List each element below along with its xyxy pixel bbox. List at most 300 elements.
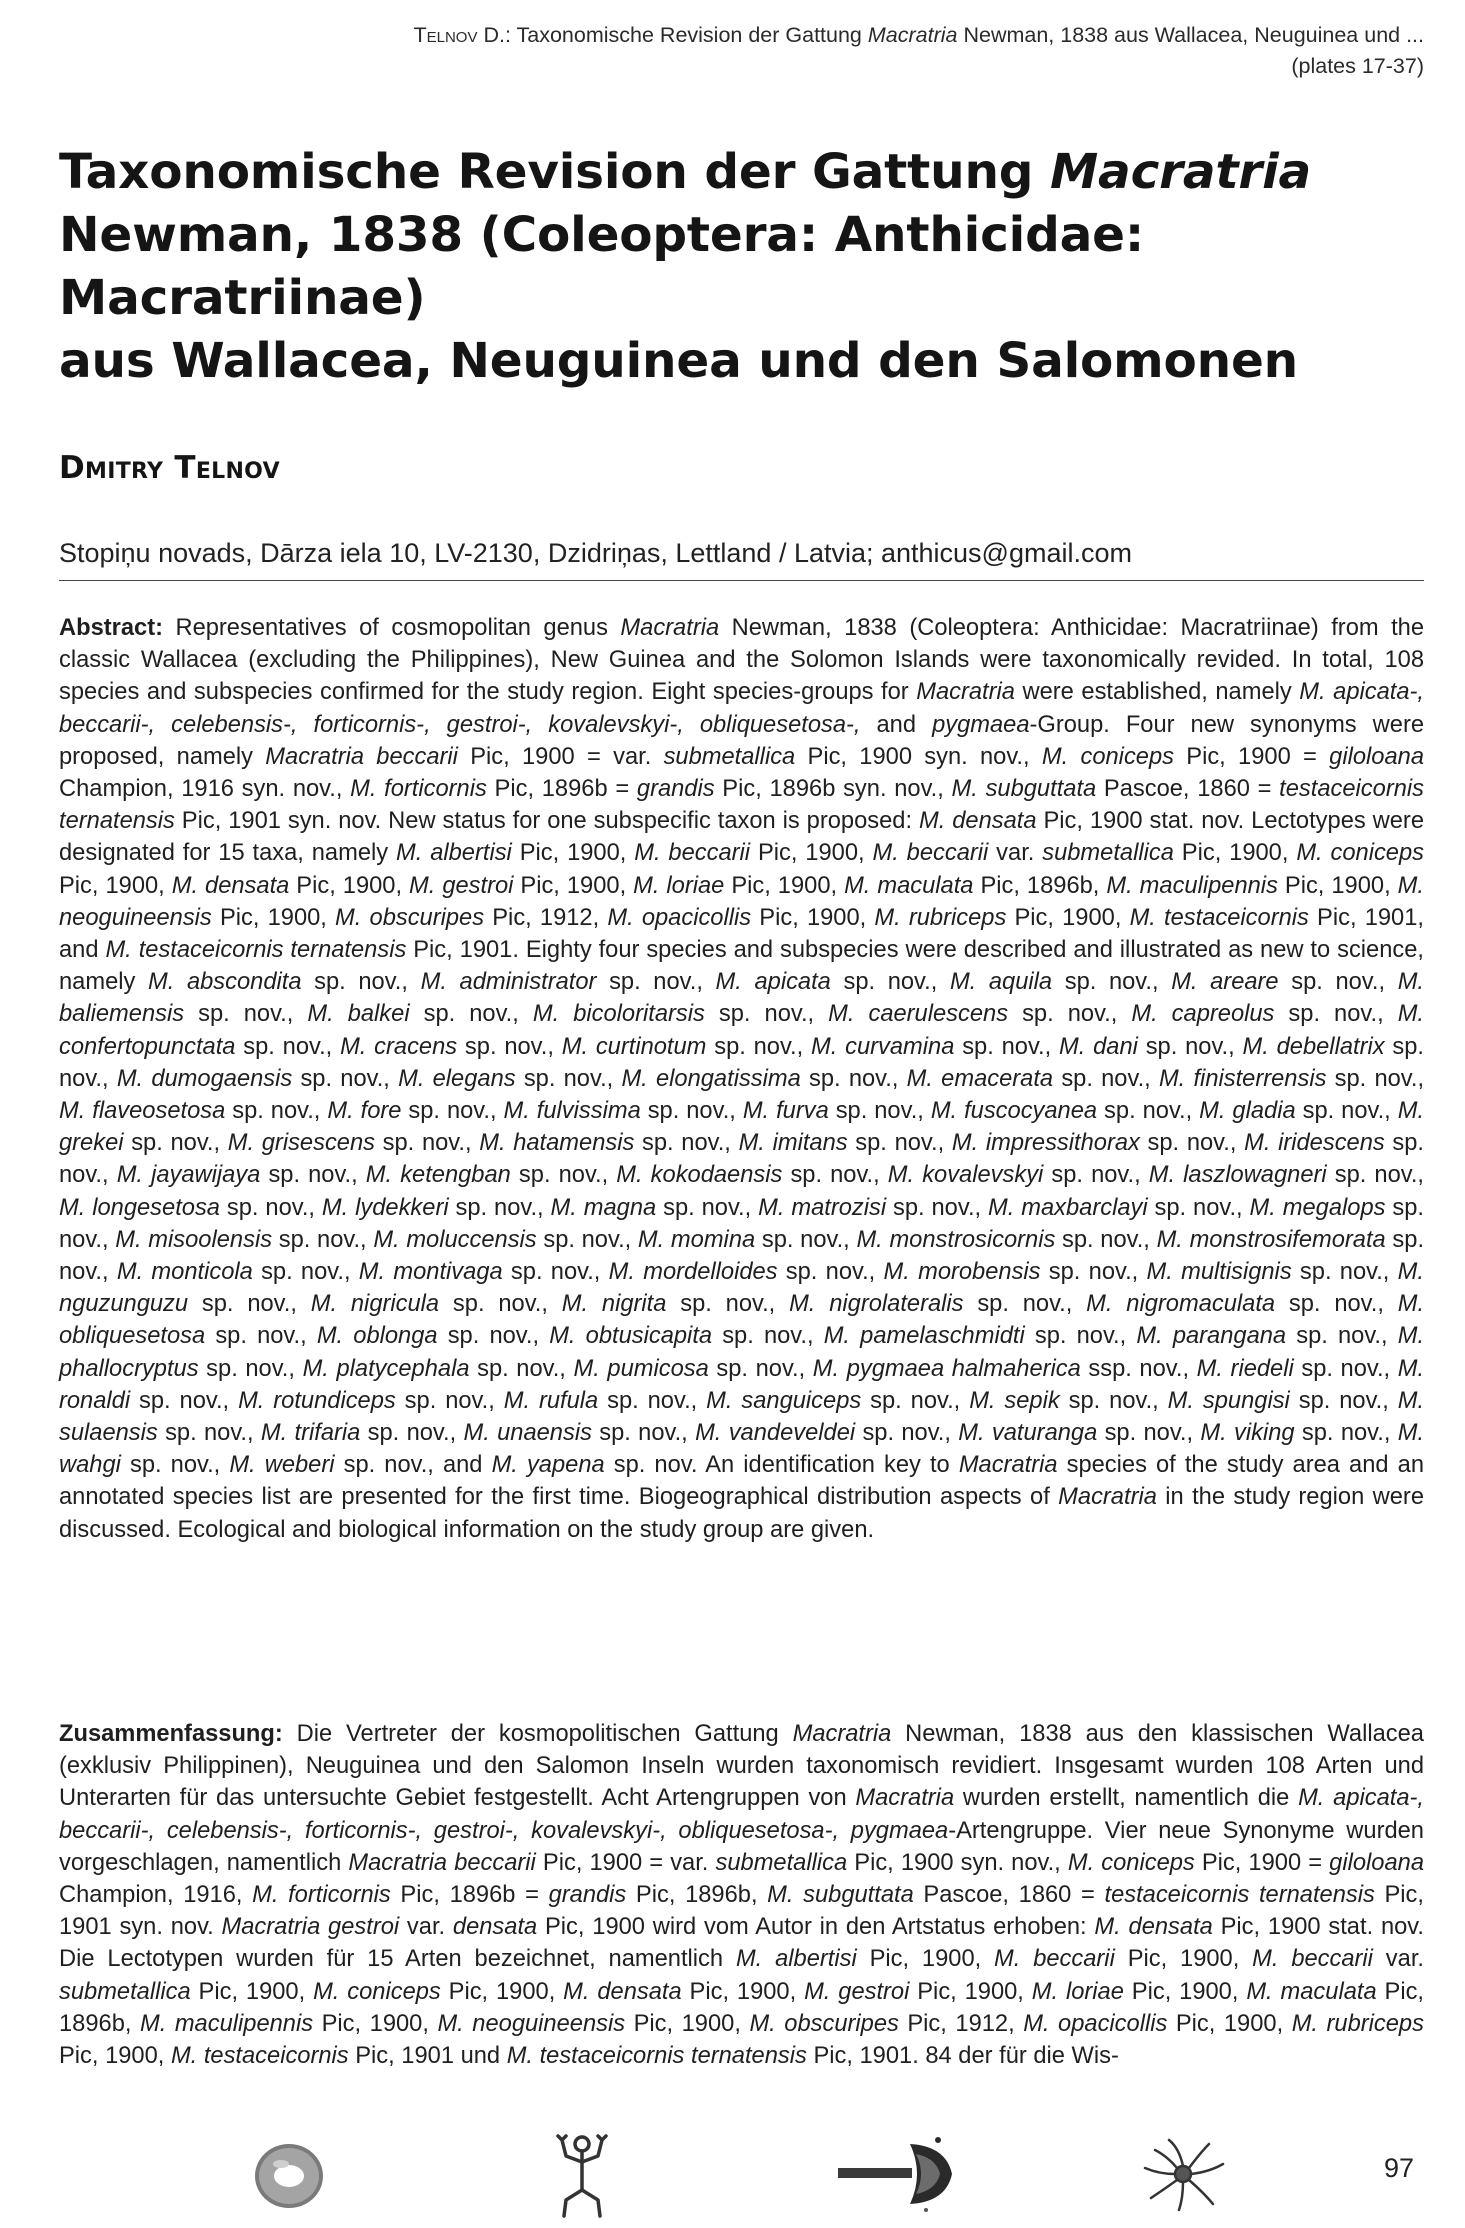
taxon-name: M. grekei (59, 1098, 1425, 1157)
taxon-name: testaceicornis ternatensis (1104, 1882, 1375, 1909)
taxon-name: M. obtusicapita (549, 1323, 713, 1350)
text-run: sp. nov., (1274, 1001, 1398, 1028)
text-run: sp. nov., (219, 1194, 322, 1221)
taxon-name: M. coniceps (1296, 840, 1424, 867)
taxon-name: M. elegans (398, 1065, 516, 1092)
taxon-name: M. kokodaensis (616, 1162, 783, 1189)
taxon-name: submetallica (663, 743, 796, 770)
feather-ornament-icon (1139, 2134, 1229, 2214)
taxon-name: M. monticola (116, 1259, 253, 1286)
text-run: Pic, 1900, (513, 872, 634, 899)
taxon-name: M. rubriceps (1291, 2010, 1424, 2037)
title-part-1: Taxonomische Revision der Gattung (59, 144, 1050, 200)
taxon-name: M. testaceicornis (1129, 904, 1309, 931)
text-run: sp. nov., (225, 1098, 328, 1125)
text-run: wurden erstellt, namentlich die (954, 1785, 1299, 1812)
taxon-name: M. momina (637, 1226, 756, 1253)
taxon-name: M. apicata-, beccarii-, celebensis-, forticornis-, gestroi-, kovalevskyi-, obliquesetosa-, pygmaea (59, 1785, 1424, 1844)
text-run: sp. nov., (1139, 1130, 1245, 1157)
text-run: sp. nov., (439, 1291, 562, 1318)
text-run: Pic, 1900, (1277, 872, 1398, 899)
text-run: sp. nov., (360, 1420, 464, 1447)
text-run: Pic, 1901. 84 der für die Wis- (806, 2043, 1119, 2070)
taxon-name: M. curtinotum (561, 1033, 707, 1060)
taxon-name: M. emacerata (906, 1065, 1054, 1092)
running-head-rest: Newman, 1838 aus Wallacea, Neuguinea und ... (957, 23, 1424, 47)
text-run: Representatives of cosmopolitan genus (162, 615, 621, 641)
taxon-name: M. monstrosifemorata (1156, 1226, 1386, 1253)
taxon-name: M. jayawijaya (116, 1162, 261, 1189)
taxon-name: grandis (548, 1882, 627, 1909)
taxon-name: M. debellatrix (1242, 1033, 1385, 1060)
taxon-name: M. loriae (633, 872, 725, 899)
abstract-label: Abstract: (59, 615, 163, 641)
text-run: Pic, 1900, (1006, 904, 1130, 931)
taxon-name: M. densata (918, 808, 1037, 835)
text-run: Pic, 1900, (751, 904, 875, 931)
running-head-author-rest: D.: Taxonomische Revision der Gattung (477, 23, 868, 47)
taxon-name: M. subguttata (767, 1882, 914, 1909)
text-run: Pic, 1912, (898, 2010, 1024, 2037)
taxon-name: M. flaveosetosa (59, 1098, 226, 1125)
text-run: Pic, 1900, (190, 1978, 314, 2005)
taxon-name: M. vandeveldei (695, 1420, 856, 1447)
title-part-3: aus Wallacea, Neuguinea und den Salomonen (59, 333, 1298, 389)
text-run: Pic, 1901 syn. nov. New status for one subspecific taxon is proposed: (174, 808, 919, 835)
text-run: sp. nov., (1008, 1001, 1132, 1028)
taxon-name: M. gestroi (804, 1978, 910, 2005)
text-run: sp. nov., (395, 1387, 504, 1414)
taxon-name: M. dani (1059, 1033, 1138, 1060)
author-affiliation: Stopiņu novads, Dārza iela 10, LV-2130, Dzidriņas, Lettland / Latvia; anthicus@gmail.com (59, 534, 1424, 581)
taxon-name: M. nigrita (561, 1291, 667, 1318)
text-run: Pic, 1896b, (626, 1882, 768, 1909)
taxon-name: M. densata (1094, 1914, 1213, 1941)
text-run: Pascoe, 1860 = (913, 1882, 1105, 1909)
taxon-name: M. pumicosa (573, 1355, 709, 1382)
text-run: sp. nov., (861, 1387, 970, 1414)
text-run: sp. nov., (1052, 969, 1172, 996)
taxon-name: M. yapena (491, 1452, 605, 1479)
taxon-name: M. fulvissima (503, 1098, 641, 1125)
text-run: sp. nov., (374, 1130, 480, 1157)
taxon-name: M. vaturanga (958, 1420, 1098, 1447)
paper-title (59, 141, 1424, 393)
text-run: var. (1372, 1946, 1424, 1973)
text-run: sp. nov., (1147, 1194, 1250, 1221)
text-run: var. (399, 1914, 453, 1941)
taxon-name: M. montivaga (358, 1259, 503, 1286)
taxon-name: M. densata (563, 1978, 682, 2005)
taxon-name: M. rubriceps (874, 904, 1007, 931)
footer-ornaments (59, 2128, 1424, 2223)
text-run: Pic, 1896b, (973, 872, 1107, 899)
text-run: sp. nov., (828, 1098, 931, 1125)
text-run: and (860, 711, 933, 738)
text-run: sp. nov., (656, 1194, 759, 1221)
taxon-name: M. laszlowagneri (1148, 1162, 1327, 1189)
taxon-name: M. beccarii (872, 840, 989, 867)
text-run: Pic, 1900 = (1173, 743, 1330, 770)
taxon-name: M. grisescens (227, 1130, 375, 1157)
text-run: Pic, 1900, (289, 872, 410, 899)
taxon-name: M. moluccensis (373, 1226, 537, 1253)
taxon-name: M. wahgi (59, 1420, 1425, 1479)
taxon-name: Macratria (1058, 1484, 1157, 1511)
taxon-name: M. hatamensis (479, 1130, 635, 1157)
text-run: sp. nov., (437, 1323, 550, 1350)
taxon-name: Macratria gestroi (221, 1914, 400, 1941)
taxon-name: M. cracens (340, 1033, 458, 1060)
taxon-name: M. coniceps (1067, 1849, 1195, 1876)
text-run: Pic, 1900, (856, 1946, 995, 1973)
page-number: 97 (1383, 2153, 1414, 2183)
text-run: were established, namely (1014, 679, 1300, 706)
text-run: sp. nov., (1289, 1387, 1398, 1414)
taxon-name: M. balkei (307, 1001, 410, 1028)
text-run: sp. nov., (712, 1323, 824, 1350)
taxon-name: M. nigrolateralis (789, 1291, 964, 1318)
taxon-name: M. ketengban (365, 1162, 511, 1189)
taxon-name: pygmaea (932, 711, 1030, 738)
text-run: sp. nov., (704, 1001, 829, 1028)
running-head-plates: (plates 17-37) (1291, 54, 1424, 78)
taxon-name: giloloana (1329, 1849, 1424, 1876)
text-run: sp. nov., (1278, 969, 1398, 996)
taxon-name: M. forticornis (350, 776, 487, 803)
text-run: sp. nov., (260, 1162, 366, 1189)
taxon-name: M. maculipennis (1106, 872, 1278, 899)
taxon-name: M. aquila (949, 969, 1053, 996)
paper-page (59, 0, 1424, 2228)
text-run: sp. nov., (1097, 1098, 1200, 1125)
text-run: Pic, 1900, (750, 840, 873, 867)
text-run: Pic, 1901 und (348, 2043, 507, 2070)
text-run: Pic, 1900, (440, 1978, 564, 2005)
text-run: sp. nov., (886, 1194, 989, 1221)
running-head (124, 20, 1424, 82)
taxon-name: M. subguttata (951, 776, 1097, 803)
taxon-name: M. furva (742, 1098, 829, 1125)
taxon-name: submetallica (1042, 840, 1174, 867)
text-run: Pic, 1900, (625, 2010, 750, 2037)
taxon-name: M. lydekkeri (321, 1194, 449, 1221)
text-run: sp. nov., (457, 1033, 562, 1060)
text-run: Pic, 1900 = (1194, 1849, 1330, 1876)
taxon-name: M. obscuripes (335, 904, 485, 931)
text-run: sp. nov., (954, 1033, 1059, 1060)
text-run: sp. nov., (1326, 1065, 1425, 1092)
taxon-name: M. oblonga (316, 1323, 438, 1350)
taxon-name: giloloana (1329, 743, 1424, 770)
text-run: sp. nov., (448, 1194, 551, 1221)
text-run: sp. nov., (847, 1130, 952, 1157)
text-run: sp. nov., (1053, 1065, 1159, 1092)
taxon-name: M. coniceps (313, 1978, 441, 2005)
text-run: sp. nov., (510, 1162, 617, 1189)
text-run: sp. nov., (401, 1098, 504, 1125)
taxon-name: M. areare (1171, 969, 1279, 996)
taxon-name: submetallica (59, 1978, 191, 2005)
taxon-name: M. ronaldi (59, 1355, 1425, 1414)
taxon-name: M. sulaensis (59, 1387, 1425, 1447)
taxon-name: M. beccarii (634, 840, 751, 867)
text-run: species of the study area and an annotated species list are presented for the first time. Biogeographical distribution aspects of (59, 1452, 1424, 1511)
taxon-name: Macratria (855, 1785, 955, 1812)
taxon-name: M. testaceicornis ternatensis (506, 2043, 807, 2070)
text-run: Pic, 1900, (59, 872, 172, 899)
text-run: sp. nov., (1024, 1323, 1137, 1350)
text-run: Pic, 1900, (211, 904, 336, 931)
taxon-name: M. imitans (738, 1130, 848, 1157)
text-run: sp. nov., (963, 1291, 1087, 1318)
text-run: Pic, 1896b = (486, 776, 637, 803)
taxon-name: M. unaensis (463, 1420, 592, 1447)
text-run: sp. nov., (1059, 1387, 1168, 1414)
taxon-name: M. obscuripes (749, 2010, 899, 2037)
text-run: Pic, 1900, (1167, 2010, 1292, 2037)
taxon-name: M. baliemensis (59, 969, 1425, 1028)
text-run: sp. nov., (292, 1065, 399, 1092)
taxon-name: M. parangana (1136, 1323, 1287, 1350)
text-run: sp. nov., (640, 1098, 743, 1125)
text-run: Pic, 1900, (1173, 840, 1297, 867)
taxon-name: M. gladia (1199, 1098, 1296, 1125)
text-run: sp. nov., (188, 1291, 311, 1318)
taxon-name: Macratria (958, 1452, 1058, 1479)
text-run: sp. nov., (706, 1033, 812, 1060)
text-run: sp. nov., (515, 1065, 622, 1092)
text-run: sp. nov., (120, 1452, 230, 1479)
text-run: Pic, 1896b = (390, 1882, 549, 1909)
abstract-paragraph (59, 612, 1424, 1546)
text-run: sp. nov., (198, 1355, 303, 1382)
text-run: sp. nov., (596, 969, 716, 996)
text-run: Pic, 1900 = var. (457, 743, 664, 770)
text-run: ssp. nov., (1080, 1355, 1197, 1382)
text-run: sp. nov., (1040, 1259, 1147, 1286)
text-run: Pic, 1900 syn. nov., (795, 743, 1042, 770)
taxon-name: M. albertisi (396, 840, 512, 867)
text-run: Pic, 1901 syn. nov. (59, 1882, 1424, 1941)
taxon-name: M. maculata (1246, 1978, 1377, 2005)
text-run: sp. nov., (205, 1323, 317, 1350)
text-run: sp. nov., (157, 1420, 261, 1447)
taxon-name: M. longesetosa (59, 1194, 220, 1221)
taxon-name: M. impressithorax (951, 1130, 1140, 1157)
taxon-name: M. pamelaschmidti (823, 1323, 1025, 1350)
taxon-name: M. opacicollis (607, 904, 752, 931)
taxon-name: M. rufula (503, 1387, 599, 1414)
taxon-name: M. iridescens (1244, 1130, 1385, 1157)
text-run: sp. nov., (59, 1226, 1425, 1286)
taxon-name: M. albertisi (735, 1946, 857, 1973)
text-run: sp. nov., (502, 1259, 609, 1286)
text-run: Pic, 1900, (59, 2043, 171, 2070)
taxon-name: M. spungisi (1167, 1387, 1290, 1414)
text-run: sp. nov., (591, 1420, 696, 1447)
taxon-name: M. dumogaensis (116, 1065, 293, 1092)
taxon-name: M. neoguineensis (437, 2010, 626, 2037)
taxon-name: M. abscondita (148, 969, 302, 996)
text-run: sp. nov., (123, 1130, 228, 1157)
taxon-name: M. viking (1200, 1420, 1295, 1447)
text-run: sp. nov., (598, 1387, 707, 1414)
text-run: sp. nov., (469, 1355, 574, 1382)
author-name: Dmitry Telnov (59, 450, 280, 486)
title-part-2: Newman, 1838 (Coleoptera: Anthicidae: Macratriinae) (59, 207, 1145, 326)
taxon-name: M. nguzunguzu (59, 1259, 1424, 1318)
taxon-name: Macratria beccarii (265, 743, 458, 770)
text-run: Die Vertreter der kosmopolitischen Gattung (282, 1721, 793, 1747)
axe-figure-icon (834, 2134, 964, 2214)
text-run: Pic, 1900 stat. nov. Lectotypes were designated for 15 taxa, namely (59, 808, 1424, 867)
zusammenfassung-paragraph (59, 1718, 1424, 2072)
taxon-name: M. phallocryptus (59, 1323, 1425, 1382)
taxon-name: Macratria (916, 679, 1015, 706)
text-run: sp. nov., (252, 1259, 359, 1286)
taxon-name: M. bicoloritarsis (532, 1001, 705, 1028)
taxon-name: M. beccarii (1252, 1946, 1373, 1973)
taxon-name: M. pygmaea halmaherica (812, 1355, 1081, 1382)
text-run: Pic, 1900, (1123, 1978, 1247, 2005)
taxon-name: M. sanguiceps (706, 1387, 862, 1414)
taxon-name: M. opacicollis (1023, 2010, 1168, 2037)
taxon-name: M. morobensis (883, 1259, 1041, 1286)
taxon-name: densata (452, 1914, 538, 1941)
text-run: Pic, 1900, (1114, 1946, 1253, 1973)
text-run: sp. nov., (301, 969, 421, 996)
taxon-name: M. gestroi (409, 872, 514, 899)
taxon-name: M. administrator (420, 969, 597, 996)
text-run: sp. nov., (830, 969, 950, 996)
text-run: sp. nov., (536, 1226, 638, 1253)
taxon-name: M. multisignis (1146, 1259, 1292, 1286)
text-run: Pic, 1900 = var. (535, 1849, 716, 1876)
taxon-name: M. nigricula (310, 1291, 440, 1318)
text-run: sp. nov., (1295, 1098, 1398, 1125)
text-run: sp. nov., (1326, 1162, 1425, 1189)
taxon-name: M. magna (550, 1194, 657, 1221)
taxon-name: M. monstrosicornis (856, 1226, 1056, 1253)
text-run: Pascoe, 1860 = (1096, 776, 1280, 803)
text-run: Pic, 1900 stat. nov. Die Lectotypen wurden für 15 Arten bezeichnet, namentlich (59, 1914, 1424, 1973)
text-run: sp. nov., (782, 1162, 888, 1189)
zusammenfassung-body (59, 1721, 1424, 2069)
text-run: Pic, 1900, (313, 2010, 438, 2037)
taxon-name: M. curvamina (811, 1033, 955, 1060)
text-run: var. (988, 840, 1043, 867)
running-head-line (124, 20, 1424, 51)
taxon-name: M. testaceicornis (170, 2043, 349, 2070)
taxon-name: M. platycephala (302, 1355, 470, 1382)
text-run: Pic, 1900, (909, 1978, 1032, 2005)
text-run: Pic, 1912, (484, 904, 608, 931)
taxon-name: M. riedeli (1196, 1355, 1294, 1382)
taxon-name: M. loriae (1031, 1978, 1124, 2005)
text-run: Pic, 1901. Eighty four species and subspecies were described and illustrated as new to science, namely (59, 937, 1424, 996)
frog-petroglyph-icon (554, 2130, 610, 2220)
running-head-genus: Macratria (867, 23, 958, 47)
text-run: sp. nov., (1293, 1355, 1398, 1382)
text-run: sp. nov., (1097, 1420, 1201, 1447)
taxon-name: M. misoolensis (115, 1226, 273, 1253)
taxon-name: M. maculata (844, 872, 974, 899)
taxon-name: Macratria (792, 1721, 892, 1747)
text-run: Pic, 1900, (681, 1978, 805, 2005)
text-run: Pic, 1900, (511, 840, 635, 867)
abstract-body (59, 615, 1424, 1543)
taxon-name: M. neoguineensis (59, 872, 1424, 931)
text-run: Newman, 1838 aus den klassischen Wallacea (exklusiv Philippinen), Neuguinea und den Salomon Inseln wurden taxonomisch revidiert. Insgesamt wurden 108 Arten und Unterarten für das untersuchte Gebiet festgestellt. Acht Artengruppen von (59, 1721, 1424, 1812)
text-run: sp. nov., (777, 1259, 884, 1286)
taxon-name: M. obliquesetosa (59, 1291, 1425, 1350)
text-run: Champion, 1916, (59, 1882, 253, 1909)
taxon-name: submetallica (715, 1849, 848, 1876)
text-run: sp. nov., (409, 1001, 533, 1028)
taxon-name: M. maxbarclayi (988, 1194, 1148, 1221)
text-run: sp. nov., (1275, 1291, 1398, 1318)
text-run: sp. nov., (708, 1355, 813, 1382)
text-run: Pic, 1900 syn. nov., (847, 1849, 1068, 1876)
taxon-name: M. kovalevskyi (887, 1162, 1044, 1189)
zusammenfassung-label: Zusammenfassung: (59, 1721, 283, 1747)
taxon-name: M. elongatissima (621, 1065, 801, 1092)
taxon-name: M. apicata-, beccarii-, celebensis-, forticornis-, gestroi-, kovalevskyi-, obliquesetosa-, (59, 679, 1424, 738)
text-run: sp. nov., (1043, 1162, 1149, 1189)
taxon-name: Macratria (620, 615, 720, 641)
text-run: Champion, 1916 syn. nov., (59, 776, 351, 803)
taxon-name: M. trifaria (260, 1420, 361, 1447)
text-run: sp. nov., (272, 1226, 374, 1253)
taxon-name: M. beccarii (994, 1946, 1115, 1973)
taxon-name: M. coniceps (1041, 743, 1174, 770)
taxon-name: M. nigromaculata (1086, 1291, 1276, 1318)
text-run: sp. nov., (59, 1130, 1425, 1189)
text-run: sp. nov., (130, 1387, 239, 1414)
taxon-name: M. fuscocyanea (930, 1098, 1098, 1125)
text-run: sp. nov., (855, 1420, 959, 1447)
text-run: sp. nov., (666, 1291, 790, 1318)
taxon-name: M. confertopunctata (59, 1001, 1425, 1060)
text-run: -Artengruppe. Vier neue Synonyme wurden vorgeschlagen, namentlich (59, 1817, 1424, 1876)
taxon-name: M. fore (327, 1098, 402, 1125)
text-run: sp. nov., (235, 1033, 341, 1060)
text-run: sp. nov., (59, 1194, 1424, 1253)
text-run: sp. nov., (1055, 1226, 1157, 1253)
taxon-name: M. mordelloides (608, 1259, 778, 1286)
taxon-name: M. caerulescens (828, 1001, 1009, 1028)
text-run: sp. nov., (755, 1226, 857, 1253)
taxon-name: M. finisterrensis (1158, 1065, 1327, 1092)
taxon-name: M. capreolus (1131, 1001, 1275, 1028)
taxon-name: M. matrozisi (758, 1194, 887, 1221)
taxon-name: grandis (636, 776, 715, 803)
taxon-name: M. megalops (1249, 1194, 1386, 1221)
text-run: sp. nov., (59, 1033, 1424, 1092)
text-run: Pic, 1900, (724, 872, 845, 899)
taxon-name: M. rotundiceps (238, 1387, 396, 1414)
taxon-name: M. sepik (969, 1387, 1060, 1414)
text-run: Pic, 1896b syn. nov., (714, 776, 952, 803)
text-run: Pic, 1896b, (59, 1978, 1425, 2037)
taxon-name: testaceicornis ternatensis (59, 776, 1424, 835)
text-run: sp. nov., and (334, 1452, 492, 1479)
text-run: sp. nov., (800, 1065, 907, 1092)
taxon-name: M. apicata (715, 969, 831, 996)
text-run: sp. nov., (634, 1130, 739, 1157)
taxon-name: M. weberi (229, 1452, 335, 1479)
